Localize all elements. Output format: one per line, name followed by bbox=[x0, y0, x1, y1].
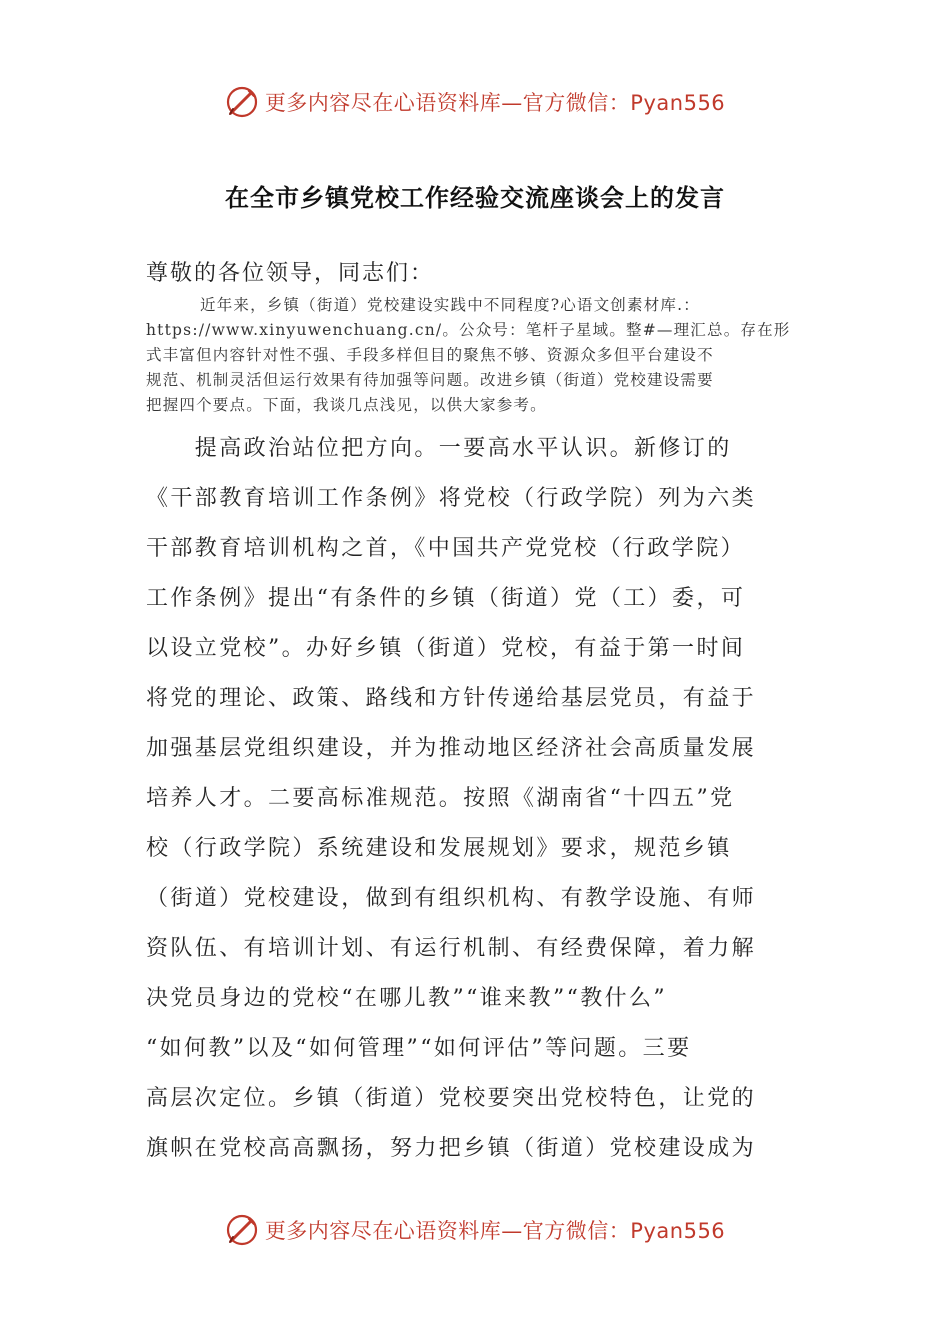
body-line: 干部教育培训机构之首，《中国共产党党校（行政学院） bbox=[146, 536, 746, 561]
intro-paragraph bbox=[146, 293, 800, 418]
salutation: 尊敬的各位领导，同志们： bbox=[146, 261, 435, 286]
body-line: 以设立党校”。办好乡镇（街道）党校，有益于第一时间 bbox=[146, 636, 746, 661]
body-line: 提高政治站位把方向。一要高水平认识。新修订的 bbox=[146, 436, 732, 461]
intro-line: 把握四个要点。下面，我谈几点浅见，以供大家参考。 bbox=[146, 396, 547, 414]
header-watermark-banner bbox=[0, 82, 950, 122]
watermark-text: 更多内容尽在心语资料库—官方微信：Pyan556 bbox=[264, 91, 726, 115]
watermark-text: 更多内容尽在心语资料库—官方微信：Pyan556 bbox=[264, 1219, 726, 1243]
body-line: 高层次定位。乡镇（街道）党校要突出党校特色，让党的 bbox=[146, 1086, 757, 1111]
intro-line: 规范、机制灵活但运行效果有待加强等问题。改进乡镇（街道）党校建设需要 bbox=[146, 371, 714, 389]
body-line: 旗帜在党校高高飘扬，努力把乡镇（街道）党校建设成为 bbox=[146, 1136, 757, 1161]
body-line: 决党员身边的党校“在哪儿教”“谁来教”“教什么” bbox=[146, 986, 668, 1011]
body-line: （街道）党校建设，做到有组织机构、有教学设施、有师 bbox=[146, 886, 757, 911]
body-line: “如何教”以及“如何管理”“如何评估”等问题。三要 bbox=[146, 1036, 692, 1061]
body-line: 《干部教育培训工作条例》将党校（行政学院）列为六类 bbox=[146, 486, 757, 511]
body-line: 资队伍、有培训计划、有运行机制、有经费保障，着力解 bbox=[146, 936, 757, 961]
pen-circle-logo-icon bbox=[225, 85, 259, 119]
body-line: 培养人才。二要高标准规范。按照《湖南省“十四五”党 bbox=[146, 786, 735, 811]
body-line: 加强基层党组织建设，并为推动地区经济社会高质量发展 bbox=[146, 736, 757, 761]
body-paragraph bbox=[146, 424, 806, 1174]
intro-line: https://www.xinyuwenchuang.cn/。公众号：笔杆子星域。整#—理汇总。存在形 bbox=[146, 321, 791, 339]
intro-line: 近年来，乡镇（街道）党校建设实践中不同程度?心语文创素材库.： bbox=[200, 296, 700, 314]
intro-line: 式丰富但内容针对性不强、手段多样但目的聚焦不够、资源众多但平台建设不 bbox=[146, 346, 714, 364]
body-line: 校（行政学院）系统建设和发展规划》要求，规范乡镇 bbox=[146, 836, 732, 861]
pen-circle-logo-icon bbox=[225, 1213, 259, 1247]
body-line: 工作条例》提出“有条件的乡镇（街道）党（工）委，可 bbox=[146, 586, 746, 611]
document-title: 在全市乡镇党校工作经验交流座谈会上的发言 bbox=[225, 184, 725, 212]
body-line: 将党的理论、政策、路线和方针传递给基层党员，有益于 bbox=[146, 686, 757, 711]
footer-watermark-banner bbox=[0, 1210, 950, 1250]
